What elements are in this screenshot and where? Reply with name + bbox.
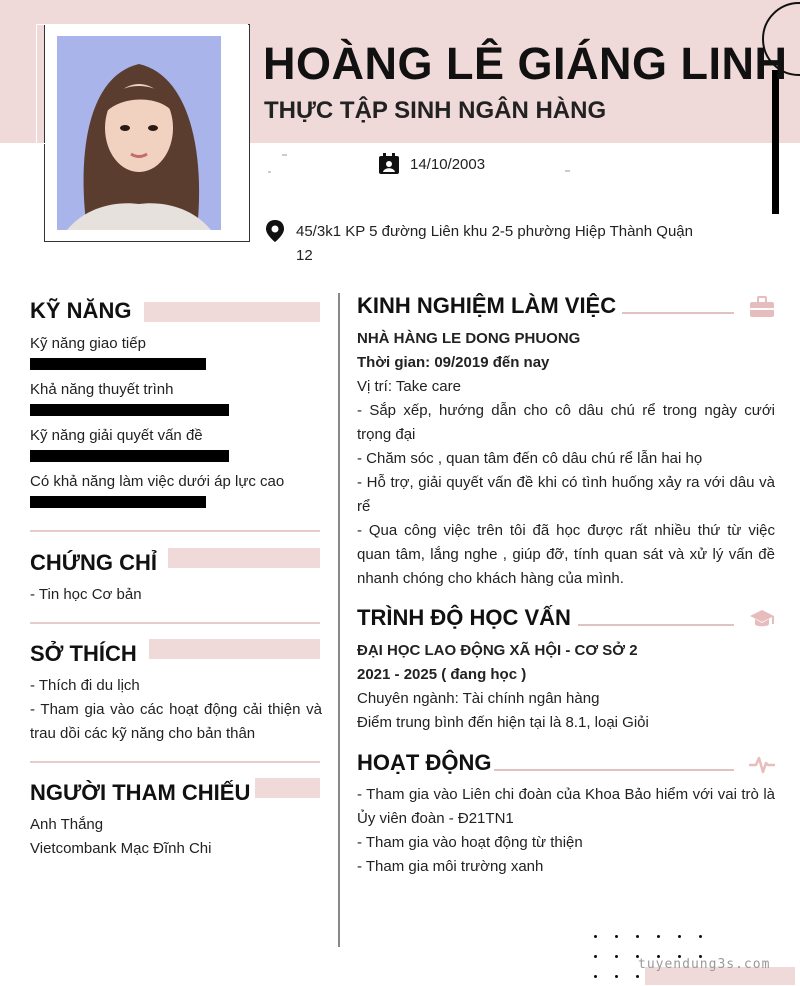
activity-item: - Tham gia môi trường xanh [357, 858, 544, 875]
activity-item: - Tham gia vào Liên chi đoàn của Khoa Bảo hiểm với vai trò là Ủy viên đoàn - Đ21TN1 [357, 786, 775, 827]
section-divider [30, 530, 320, 532]
study-years: 2021 - 2025 ( đang học ) [357, 666, 527, 683]
skill-label: Khả năng thuyết trình [30, 381, 174, 398]
activities-title-line [494, 769, 734, 771]
section-divider [30, 622, 320, 624]
decorative-vertical-bar [772, 70, 779, 214]
decorative-dot [615, 955, 618, 958]
skill-label: Kỹ năng giải quyết vấn đề [30, 427, 203, 444]
decorative-dot [636, 935, 639, 938]
skill-label: Kỹ năng giao tiếp [30, 335, 146, 352]
experience-title: KINH NGHIỆM LÀM VIỆC [357, 293, 617, 318]
references-title-bar [255, 778, 320, 798]
skills-title-bar [144, 302, 320, 322]
decorative-dot [615, 935, 618, 938]
school-name: ĐẠI HỌC LAO ĐỘNG XÃ HỘI - CƠ SỞ 2 [357, 642, 638, 659]
duty-item: - Chăm sóc , quan tâm đến cô dâu chú rể lẫn hai họ [357, 450, 703, 467]
calendar-user-icon [378, 153, 400, 175]
hobby-item: - Thích đi du lịch [30, 677, 140, 694]
cert-item: - Tin học Cơ bản [30, 586, 142, 603]
candidate-role: THỰC TẬP SINH NGÂN HÀNG [264, 97, 607, 124]
education-title-line [578, 624, 734, 626]
gpa: Điểm trung bình đến hiện tại là 8.1, loại Giỏi [357, 714, 649, 731]
pulse-icon [749, 753, 775, 775]
decorative-dot [594, 935, 597, 938]
skills-title: KỸ NĂNG [30, 298, 132, 323]
briefcase-icon [749, 296, 775, 318]
decorative-dot [678, 935, 681, 938]
activity-item: - Tham gia vào hoạt động từ thiện [357, 834, 583, 851]
certs-title-bar [168, 548, 320, 568]
skill-level-bar [30, 358, 206, 370]
watermark: tuyendung3s.com [638, 957, 771, 972]
activities-title: HOẠT ĐỘNG [357, 750, 492, 775]
reference-item: Anh Thắng [30, 816, 104, 833]
duty-item: - Sắp xếp, hướng dẫn cho cô dâu chú rể trong ngày cưới trọng đại [357, 402, 775, 443]
skill-level-bar [30, 496, 206, 508]
decorative-dot [699, 935, 702, 938]
reference-item: Vietcombank Mạc Đĩnh Chi [30, 840, 212, 857]
decorative-dot [657, 935, 660, 938]
references-title: NGƯỜI THAM CHIẾU [30, 780, 251, 805]
address: 45/3k1 KP 5 đường Liên khu 2-5 phường Hiệp Thành Quận 12 [296, 223, 693, 264]
work-position: Vị trí: Take care [357, 378, 461, 395]
candidate-name: HOÀNG LÊ GIÁNG LINH [263, 38, 788, 89]
decorative-dot [594, 975, 597, 978]
duty-item: - Hỗ trợ, giải quyết vấn đề khi có tình huống xảy ra với dâu và rể [357, 474, 775, 515]
date-of-birth: 14/10/2003 [410, 156, 486, 173]
section-divider [30, 761, 320, 763]
skill-level-bar [30, 450, 229, 462]
faint-mark [268, 171, 271, 173]
major: Chuyên ngành: Tài chính ngân hàng [357, 690, 600, 707]
hobbies-title: SỞ THÍCH [30, 641, 137, 666]
graduation-cap-icon [749, 608, 775, 630]
work-period: Thời gian: 09/2019 đến nay [357, 354, 550, 371]
education-title: TRÌNH ĐỘ HỌC VẤN [357, 605, 571, 630]
skill-label: Có khả năng làm việc dưới áp lực cao [30, 473, 285, 490]
profile-photo [57, 36, 221, 230]
decorative-dot [636, 975, 639, 978]
column-divider [338, 293, 340, 947]
duty-item: - Qua công việc trên tôi đã học được rất nhiều thứ từ việc quan tâm, lắng nghe , giúp đỡ, tính quan sát và xử lý vấn đề nhanh chóng cho khách hàng của mình. [357, 522, 775, 587]
decorative-dot [594, 955, 597, 958]
hobbies-title-bar [149, 639, 320, 659]
company-name: NHÀ HÀNG LE DONG PHUONG [357, 330, 581, 347]
experience-title-line [622, 312, 734, 314]
skill-level-bar [30, 404, 229, 416]
hobby-item: - Tham gia vào các hoạt động cải thiện và trau dồi các kỹ năng cho bản thân [30, 701, 322, 742]
faint-mark [565, 170, 570, 172]
faint-mark [282, 154, 287, 156]
decorative-dot [615, 975, 618, 978]
location-pin-icon [264, 219, 286, 243]
certs-title: CHỨNG CHỈ [30, 550, 158, 575]
